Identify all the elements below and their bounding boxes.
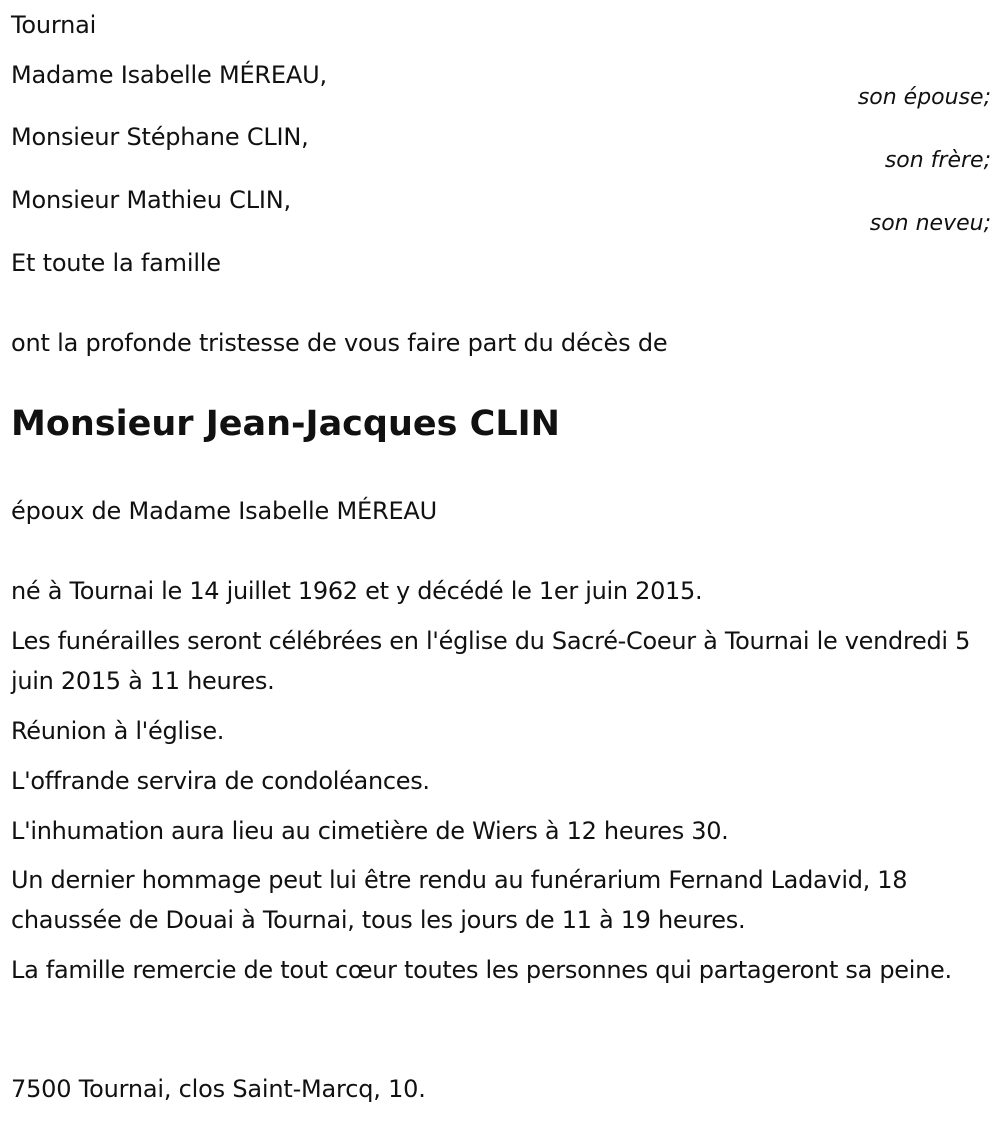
family-closing: Et toute la famille — [11, 249, 221, 277]
visitation-detail: Un dernier hommage peut lui être rendu au funérarium Fernand Ladavid, 18 chaussée de Douai à Tournai, tous les jours de 11 à 19 heures. — [11, 866, 908, 934]
deceased-name: Monsieur Jean-Jacques CLIN — [11, 404, 560, 444]
family-member-role: son neveu; — [869, 211, 991, 236]
spouse-line: époux de Madame Isabelle MÉREAU — [11, 497, 437, 525]
meeting-detail: Réunion à l'église. — [11, 717, 225, 745]
family-address: 7500 Tournai, clos Saint-Marcq, 10. — [11, 1075, 426, 1103]
birth-death-detail: né à Tournai le 14 juillet 1962 et y décédé le 1er juin 2015. — [11, 577, 703, 605]
burial-detail: L'inhumation aura lieu au cimetière de Wiers à 12 heures 30. — [11, 817, 729, 845]
family-member-name: Monsieur Stéphane CLIN, — [11, 123, 309, 151]
family-member-name: Madame Isabelle MÉREAU, — [11, 61, 327, 89]
thanks-detail: La famille remercie de tout cœur toutes les personnes qui partageront sa peine. — [11, 956, 952, 984]
location-heading: Tournai — [11, 11, 97, 39]
announcement-text: ont la profonde tristesse de vous faire part du décès de — [11, 329, 668, 357]
family-member-name: Monsieur Mathieu CLIN, — [11, 186, 291, 214]
funeral-detail: Les funérailles seront célébrées en l'église du Sacré-Coeur à Tournai le vendredi 5 juin 2015 à 11 heures. — [11, 627, 971, 695]
family-member-role: son épouse; — [857, 85, 991, 110]
family-member-role: son frère; — [884, 148, 991, 173]
offering-detail: L'offrande servira de condoléances. — [11, 767, 430, 795]
